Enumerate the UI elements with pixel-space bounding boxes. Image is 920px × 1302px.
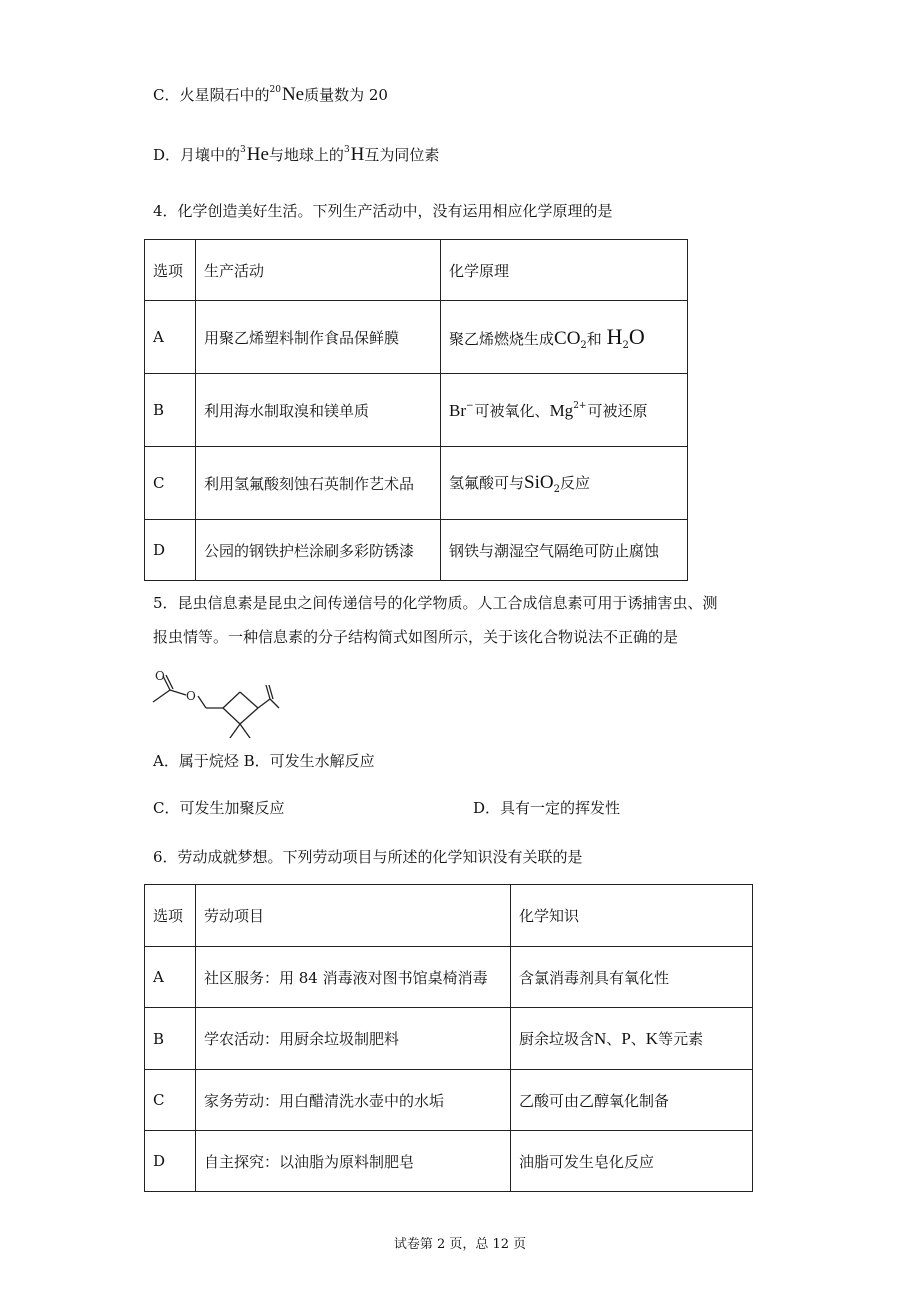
row-principle: 聚乙烯燃烧生成$CO_2$和 $H_2O$ (441, 301, 688, 374)
row-activity: 用聚乙烯塑料制作食品保鲜膜 (196, 301, 441, 374)
molecule-structure-diagram (150, 668, 280, 740)
row-principle: Br−可被氧化、$Mg^{2+}$可被还原 (441, 374, 688, 447)
oxygen-label: O (155, 669, 165, 683)
table-row (145, 1070, 753, 1131)
row-activity: 公园的钢铁护栏涂刷多彩防锈漆 (196, 520, 441, 581)
oxygen-label: O (186, 689, 196, 703)
row-project: 家务劳动：用白醋清洗水壶中的水垢 (196, 1070, 511, 1131)
row-option: C (145, 447, 196, 520)
table-row (145, 947, 753, 1008)
table-row (145, 301, 688, 374)
row-activity: 利用氢氟酸刻蚀石英制作艺术品 (196, 447, 441, 520)
row-project: 学农活动：用厨余垃圾制肥料 (196, 1008, 511, 1070)
header-knowledge: 化学知识 (511, 885, 753, 947)
row-option: A (145, 947, 196, 1008)
row-project: 自主探究：以油脂为原料制肥皂 (196, 1131, 511, 1192)
row-option: D (145, 1131, 196, 1192)
q5-question-line2: 报虫情等。一种信息素的分子结构简式如图所示，关于该化合物说法不正确的是 (153, 628, 679, 646)
row-option: B (145, 1008, 196, 1070)
header-option: 选项 (145, 885, 196, 947)
q4-table (144, 239, 688, 581)
row-knowledge: 含氯消毒剂具有氧化性 (511, 947, 753, 1008)
table-header-row (145, 885, 753, 947)
q5-options-ab: A．属于烷烃 B．可发生水解反应 (153, 752, 375, 770)
row-project: 社区服务：用 84 消毒液对图书馆桌椅消毒 (196, 947, 511, 1008)
row-option: C (145, 1070, 196, 1131)
header-option: 选项 (145, 240, 196, 301)
header-activity: 生产活动 (196, 240, 441, 301)
table-row (145, 1008, 753, 1070)
q4-question: 4．化学创造美好生活。下列生产活动中，没有运用相应化学原理的是 (153, 202, 613, 220)
header-principle: 化学原理 (441, 240, 688, 301)
q5-option-c: C．可发生加聚反应 (153, 799, 285, 817)
q3-option-d: D．月壤中的$^3$He与地球上的$^3$H互为同位素 (153, 144, 440, 165)
q6-table (144, 884, 753, 1192)
table-row (145, 1131, 753, 1192)
q6-question: 6．劳动成就梦想。下列劳动项目与所述的化学知识没有关联的是 (153, 848, 583, 866)
row-principle: 氢氟酸可与SiO$_2$反应 (441, 447, 688, 520)
row-knowledge: 油脂可发生皂化反应 (511, 1131, 753, 1192)
table-header-row (145, 240, 688, 301)
table-row (145, 447, 688, 520)
table-row (145, 520, 688, 581)
row-option: A (145, 301, 196, 374)
row-knowledge: 厨余垃圾含N、P、K等元素 (511, 1008, 753, 1070)
q5-option-d: D．具有一定的挥发性 (473, 799, 621, 817)
header-project: 劳动项目 (196, 885, 511, 947)
row-activity: 利用海水制取溴和镁单质 (196, 374, 441, 447)
row-knowledge: 乙酸可由乙醇氧化制备 (511, 1070, 753, 1131)
q5-question-line1: 5．昆虫信息素是昆虫之间传递信号的化学物质。人工合成信息素可用于诱捕害虫、测 (153, 594, 718, 612)
q3-option-c: C．火星陨石中的$^{20}$Ne质量数为 20 (153, 84, 388, 105)
page-footer: 试卷第 2 页，总 12 页 (393, 1237, 527, 1252)
row-option: B (145, 374, 196, 447)
row-principle: 钢铁与潮湿空气隔绝可防止腐蚀 (441, 520, 688, 581)
row-option: D (145, 520, 196, 581)
table-row (145, 374, 688, 447)
